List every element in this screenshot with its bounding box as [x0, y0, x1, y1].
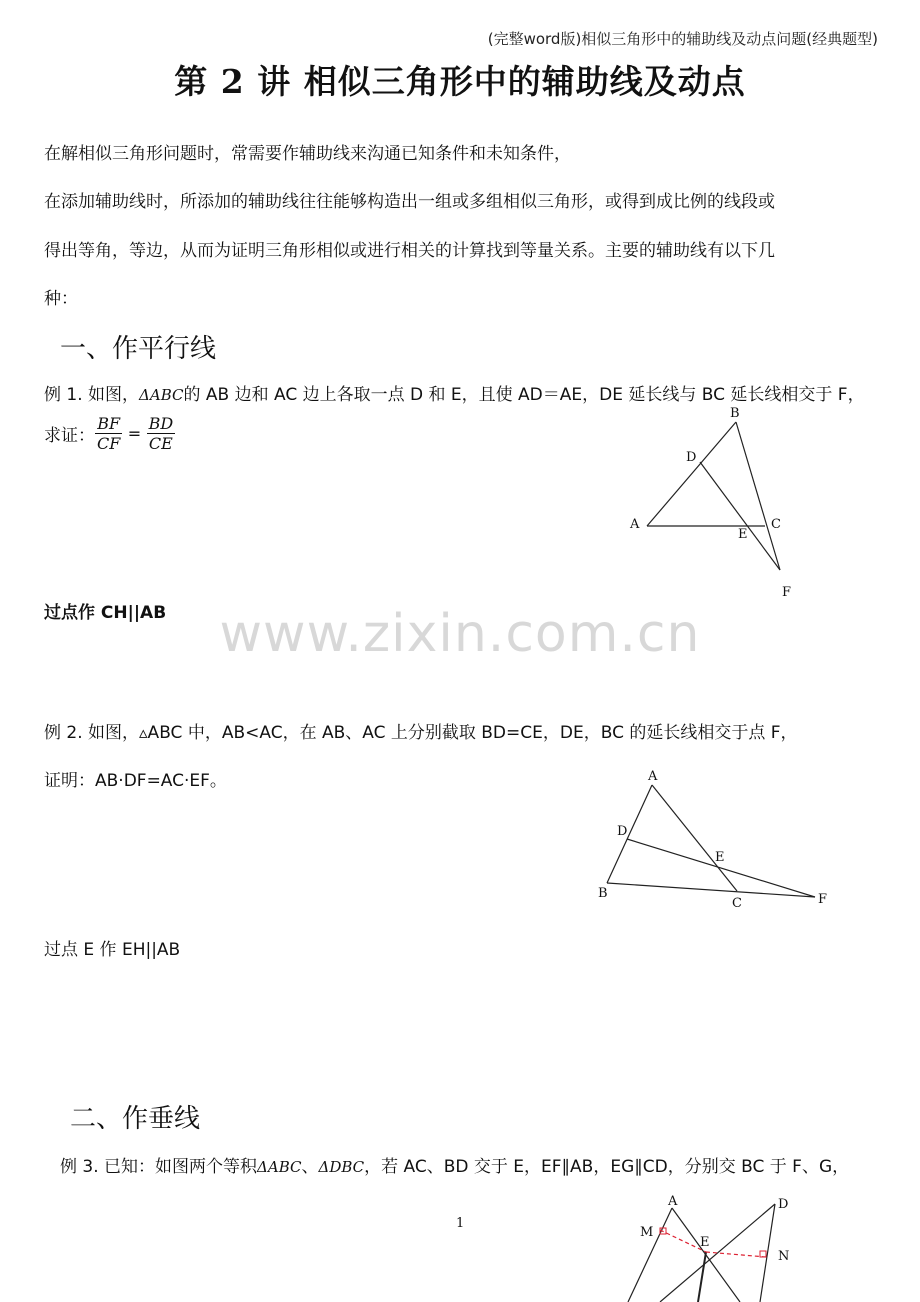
fraction-bf-cf — [95, 414, 122, 453]
document-header: (完整word版)相似三角形中的辅助线及动点问题(经典题型) — [487, 30, 878, 48]
fraction-denominator: CF — [97, 434, 121, 453]
label-a: A — [630, 517, 640, 532]
segment-ab — [628, 1208, 672, 1302]
fraction-bd-ce — [147, 414, 176, 453]
example-2-line-2: 证明：AB·DF=AC·EF。 — [44, 771, 227, 791]
label-d: D — [617, 824, 628, 839]
figure-2 — [590, 765, 850, 920]
segment-db — [660, 1204, 775, 1302]
example-3-body: ，若 AC、BD 交于 E，EF∥AB，EG∥CD，分别交 BC 于 F、G， — [364, 1157, 850, 1177]
label-m: M — [640, 1225, 654, 1240]
label-b: B — [598, 886, 608, 901]
figure-1 — [620, 398, 810, 603]
fraction-numerator: BF — [95, 414, 122, 434]
separator: 、 — [301, 1157, 319, 1177]
segment-dc — [760, 1204, 775, 1302]
label-d: D — [686, 450, 697, 465]
figure-3 — [620, 1190, 820, 1302]
example-1-prefix: 例 1. 如图， — [44, 385, 140, 405]
fraction-numerator: BD — [148, 414, 174, 433]
right-angle-mark-n — [760, 1251, 766, 1257]
example-3-text — [60, 1152, 849, 1177]
example-3-prefix: 例 3. 已知：如图两个等积 — [60, 1157, 258, 1177]
segment-bf — [607, 883, 815, 897]
intro-line-4: 种： — [44, 289, 78, 309]
page-number: 1 — [456, 1216, 465, 1231]
example-1-body: 的 AB 边和 AC 边上各取一点 D 和 E，且使 AD＝AE，DE 延长线与 BC 延长线相交于 F， — [183, 385, 865, 405]
label-d: D — [778, 1197, 789, 1212]
label-n: N — [778, 1249, 790, 1264]
segment-ef — [698, 1252, 706, 1302]
segment-df — [700, 462, 780, 570]
label-e: E — [700, 1235, 710, 1250]
label-c: C — [771, 517, 781, 532]
label-c: C — [732, 896, 742, 911]
example-1-prove — [44, 414, 175, 453]
triangle-abc: ΔABC — [257, 1158, 302, 1176]
prove-label: 求证： — [44, 426, 95, 446]
triangle-abc: ΔABC — [139, 386, 184, 404]
label-b: B — [730, 406, 740, 421]
label-e: E — [738, 527, 748, 542]
intro-line-3: 得出等角，等边，从而为证明三角形相似或进行相关的计算找到等量关系。主要的辅助线有以下几 — [44, 241, 775, 261]
segment-ac — [652, 785, 737, 891]
triangle-dbc: ΔDBC — [318, 1158, 365, 1176]
segment-ab — [647, 422, 736, 526]
label-f: F — [818, 892, 828, 907]
page-title: 第 2 讲 相似三角形中的辅助线及动点 — [174, 62, 746, 101]
label-e: E — [715, 850, 725, 865]
fraction-denominator: CE — [148, 434, 173, 453]
section-heading-parallel: 一、作平行线 — [60, 334, 217, 364]
example-2-hint: 过点 E 作 EH||AB — [44, 940, 181, 960]
section-heading-perpendicular: 二、作垂线 — [70, 1104, 201, 1134]
segment-df — [627, 839, 815, 897]
example-2-line-1: 例 2. 如图，▵ABC 中，AB<AC，在 AB、AC 上分别截取 BD=CE，DE，BC 的延长线相交于点 F， — [44, 723, 798, 743]
intro-line-1: 在解相似三角形问题时，常需要作辅助线来沟通已知条件和未知条件， — [44, 144, 571, 164]
intro-line-2: 在添加辅助线时，所添加的辅助线往往能够构造出一组或多组相似三角形，或得到成比例的线段或 — [44, 192, 775, 212]
equals-sign: = — [127, 424, 142, 443]
segment-ab — [607, 785, 652, 883]
watermark: www.zixin.com.cn — [219, 604, 701, 664]
label-a: A — [668, 1194, 678, 1209]
segment-bf — [736, 422, 780, 570]
example-1-hint: 过点作 CH||AB — [44, 603, 167, 623]
label-f: F — [782, 585, 792, 600]
label-a: A — [648, 769, 658, 784]
